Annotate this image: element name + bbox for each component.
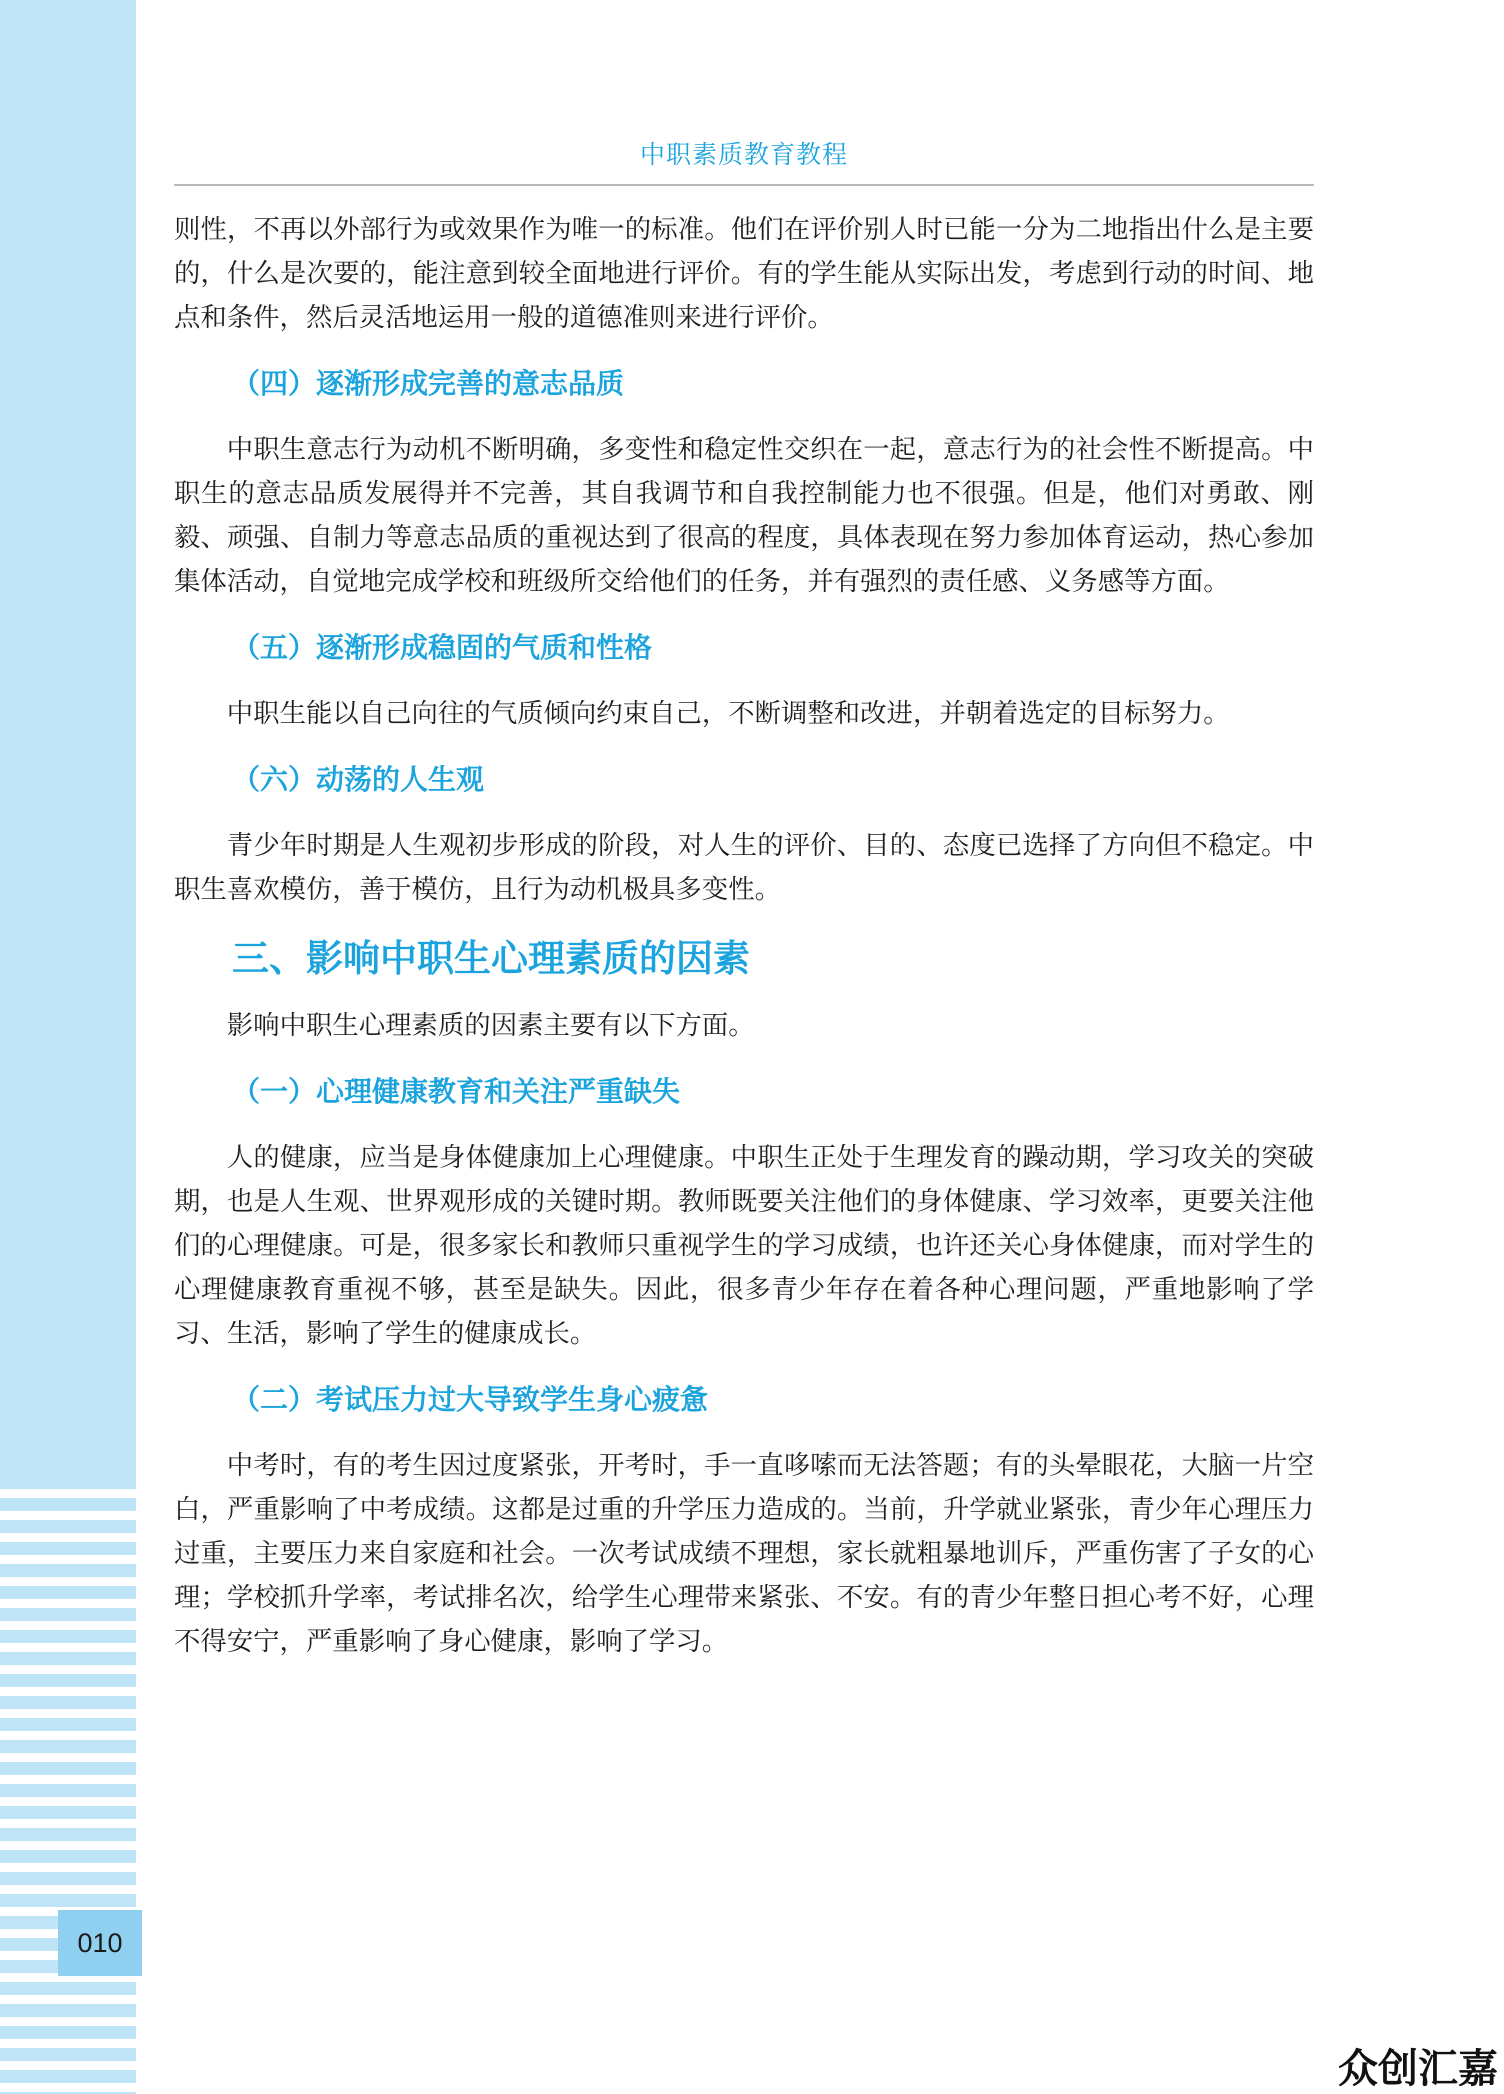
- side-band-stripes: [0, 1476, 136, 2094]
- running-header: 中职素质教育教程: [639, 140, 848, 169]
- page-number: 010: [58, 1910, 142, 1976]
- paragraph: 则性，不再以外部行为或效果作为唯一的标准。他们在评价别人时已能一分为二地指出什么是主要的，什么是次要的，能注意到较全面地进行评价。有的学生能从实际出发，考虑到行动的时间、地点和条件，然后灵活地运用一般的道德准则来进行评价。: [174, 214, 1314, 333]
- paragraph: 影响中职生心理素质的因素主要有以下方面。: [226, 1010, 755, 1041]
- section-heading: 三、影响中职生心理素质的因素: [232, 937, 750, 980]
- subsection-heading: （二）考试压力过大导致学生身心疲惫: [232, 1383, 709, 1416]
- page-content: [174, 208, 1314, 1664]
- subsection-heading: （四）逐渐形成完善的意志品质: [232, 367, 625, 400]
- paragraph: 中考时，有的考生因过度紧张，开考时，手一直哆嗦而无法答题；有的头晕眼花，大脑一片空白，严重影响了中考成绩。这都是过重的升学压力造成的。当前，升学就业紧张，青少年心理压力过重，主要压力来自家庭和社会。一次考试成绩不理想，家长就粗暴地训斥，严重伤害了子女的心理；学校抓升学率，考试排名次，给学生心理带来紧张、不安。有的青少年整日担心考不好，心理不得安宁，严重影响了身心健康，影响了学习。: [174, 1450, 1314, 1657]
- paragraph: 中职生意志行为动机不断明确，多变性和稳定性交织在一起，意志行为的社会性不断提高。中职生的意志品质发展得并不完善，其自我调节和自我控制能力也不很强。但是，他们对勇敢、刚毅、顽强、自制力等意志品质的重视达到了很高的程度，具体表现在努力参加体育运动，热心参加集体活动，自觉地完成学校和班级所交给他们的任务，并有强烈的责任感、义务感等方面。: [174, 434, 1314, 597]
- subsection-heading: （五）逐渐形成稳固的气质和性格: [232, 631, 653, 664]
- watermark-logo: 众创汇嘉: [1338, 2046, 1498, 2092]
- paragraph: 中职生能以自己向往的气质倾向约束自己，不断调整和改进，并朝着选定的目标努力。: [226, 698, 1230, 729]
- paragraph: 青少年时期是人生观初步形成的阶段，对人生的评价、目的、态度已选择了方向但不稳定。中职生喜欢模仿，善于模仿，且行为动机极具多变性。: [174, 830, 1314, 905]
- subsection-heading: （一）心理健康教育和关注严重缺失: [232, 1075, 681, 1108]
- header-divider: [174, 184, 1314, 186]
- paragraph: 人的健康，应当是身体健康加上心理健康。中职生正处于生理发育的躁动期，学习攻关的突破期，也是人生观、世界观形成的关键时期。教师既要关注他们的身体健康、学习效率，更要关注他们的心理健康。可是，很多家长和教师只重视学生的学习成绩，也许还关心身体健康，而对学生的心理健康教育重视不够，甚至是缺失。因此，很多青少年存在着各种心理问题，严重地影响了学习、生活，影响了学生的健康成长。: [174, 1142, 1314, 1349]
- subsection-heading: （六）动荡的人生观: [232, 763, 485, 796]
